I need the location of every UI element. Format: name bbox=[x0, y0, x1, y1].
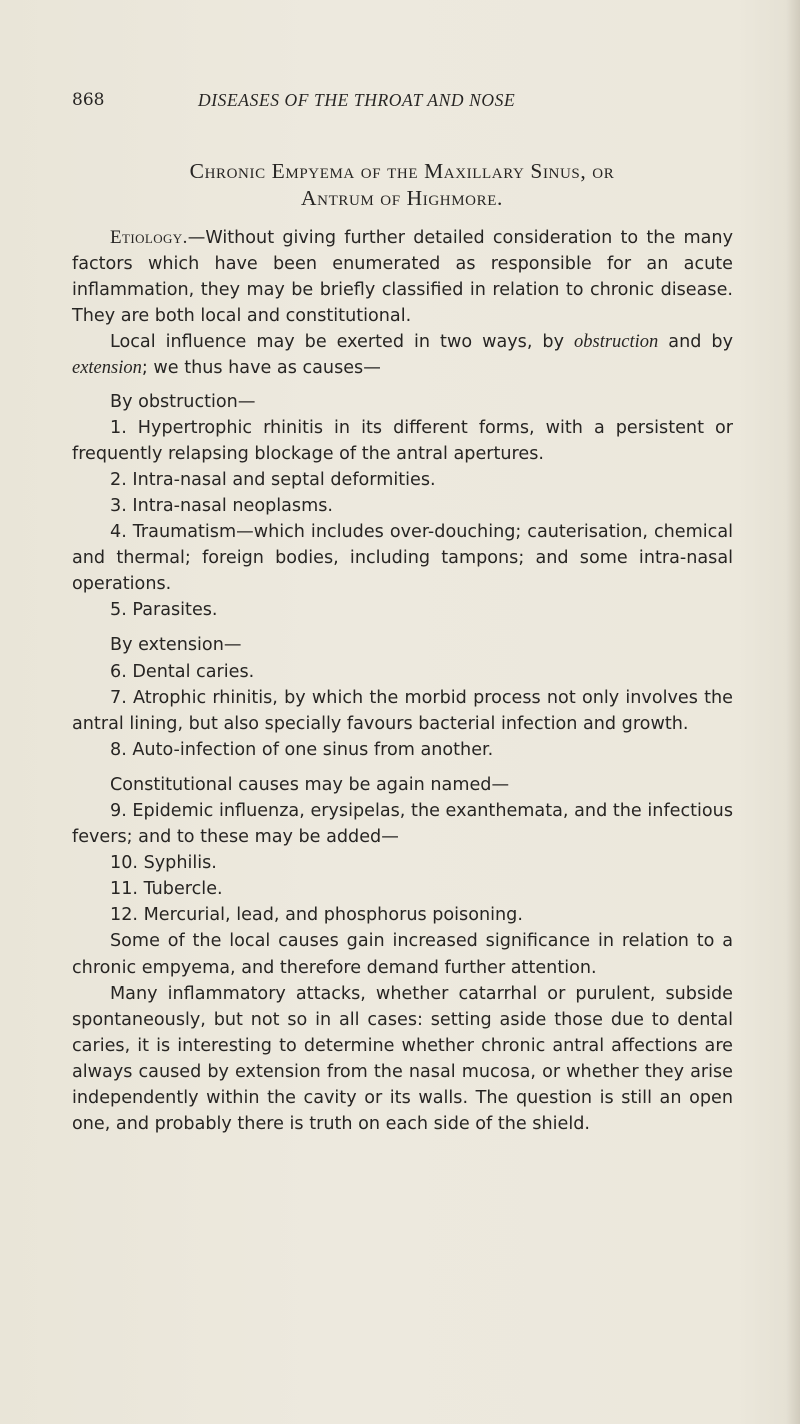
list-item: 6. Dental caries. bbox=[110, 661, 255, 682]
list-item: 3. Intra-nasal neoplasms. bbox=[110, 495, 333, 516]
obstruction-heading: By obstruction— bbox=[110, 391, 256, 412]
extension-heading: By extension— bbox=[110, 635, 242, 656]
closing-paragraph-1: Some of the local causes gain increased significance in relation to a chronic empyema, and therefore demand further attention. bbox=[72, 931, 733, 978]
list-item: 11. Tubercle. bbox=[110, 879, 223, 900]
list-item: 12. Mercurial, lead, and phosphorus poisoning. bbox=[110, 905, 523, 926]
list-item: 2. Intra-nasal and septal deformities. bbox=[110, 469, 436, 490]
section-title-line-2: Antrum of Highmore. bbox=[301, 186, 503, 210]
local-influence-paragraph bbox=[72, 329, 733, 381]
local-influence-text: Local influence may be exerted in two ways, by bbox=[110, 332, 575, 353]
local-influence-text-end: ; we thus have as causes— bbox=[141, 358, 381, 379]
list-item: 8. Auto-infection of one sinus from another. bbox=[110, 739, 494, 760]
etiology-text: —Without giving further detailed consideration to the many factors which have been enumerated as responsible for an acute inflammation, they may be briefly classified in relation to chronic disease. They are both local and constitutional. bbox=[72, 228, 733, 327]
list-item: 1. Hypertrophic rhinitis in its different forms, with a persistent or frequently relapsing blockage of the antral apertures. bbox=[72, 417, 733, 464]
section-title bbox=[72, 158, 732, 212]
term-extension: extension bbox=[72, 358, 142, 379]
section-title-line-1: Chronic Empyema of the Maxillary Sinus, or bbox=[189, 159, 615, 183]
local-influence-text-middle: and by bbox=[658, 332, 733, 353]
list-item: 5. Parasites. bbox=[110, 600, 218, 621]
page-number: 868 bbox=[72, 90, 105, 110]
etiology-heading: Etiology. bbox=[110, 227, 188, 248]
list-item: 9. Epidemic influenza, erysipelas, the exanthemata, and the infectious fevers; and to these may be added— bbox=[72, 800, 733, 848]
list-item: 4. Traumatism—which includes over-douching; cauterisation, chemical and thermal; foreign bodies, including tampons; and some intra-nasal operations. bbox=[72, 522, 733, 595]
page-edge-shadow bbox=[786, 0, 800, 1424]
body-text bbox=[72, 225, 733, 1137]
page-header bbox=[72, 90, 732, 114]
etiology-paragraph bbox=[72, 225, 733, 329]
term-obstruction: obstruction bbox=[574, 332, 659, 353]
list-item: 7. Atrophic rhinitis, by which the morbid process not only involves the antral lining, but also specially favours bacterial infection and growth. bbox=[72, 687, 733, 734]
running-title: DISEASES OF THE THROAT AND NOSE bbox=[198, 90, 516, 110]
closing-paragraph-2: Many inflammatory attacks, whether catarrhal or purulent, subside spontaneously, but not so in all cases: setting aside those due to dental caries, it is interesting to determine whether chronic antral affections are always caused by extension from the nasal mucosa, or whether they arise independently within the cavity or its walls. The question is still an open one, and probably there is truth on each side of the shield. bbox=[72, 983, 733, 1135]
list-item: 10. Syphilis. bbox=[110, 853, 217, 874]
constitutional-heading: Constitutional causes may be again named— bbox=[110, 774, 510, 795]
